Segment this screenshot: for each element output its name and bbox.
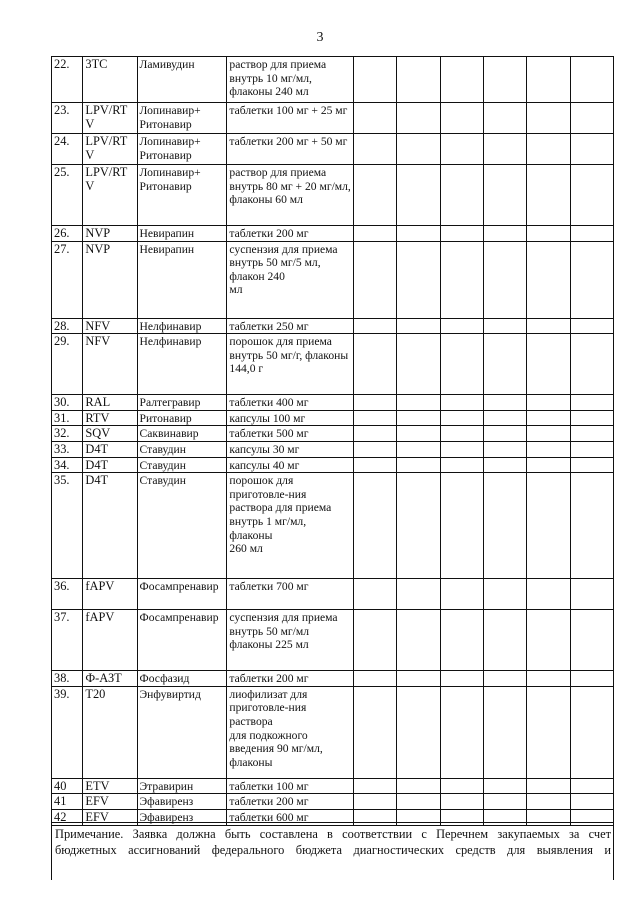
empty-cell <box>440 671 483 687</box>
row-number: 40 <box>52 778 83 794</box>
drug-code: ETV <box>83 778 137 794</box>
drug-code: Ф-АЗТ <box>83 671 137 687</box>
drug-code: SQV <box>83 426 137 442</box>
drug-name: Эфавиренз <box>137 809 227 825</box>
table-row <box>52 686 614 778</box>
empty-cell <box>527 395 570 411</box>
empty-cell <box>484 103 527 134</box>
empty-cell <box>484 671 527 687</box>
empty-cell <box>397 395 440 411</box>
note-line-2: бюджетных ассигнований федерального бюджета диагностических средств для выявления и <box>55 842 611 857</box>
drug-form: лиофилизат для приготовле-ния раствора для подкожного введения 90 мг/мл, флаконы <box>227 686 354 778</box>
empty-cell <box>570 794 613 810</box>
empty-cell <box>440 686 483 778</box>
row-number: 33. <box>52 441 83 457</box>
empty-cell <box>570 395 613 411</box>
empty-cell <box>354 103 397 134</box>
empty-cell <box>570 410 613 426</box>
drug-form: таблетки 100 мг + 25 мг <box>227 103 354 134</box>
table-row <box>52 57 614 103</box>
drug-name: Фосфазид <box>137 671 227 687</box>
empty-cell <box>527 334 570 395</box>
empty-cell <box>354 441 397 457</box>
drug-form: раствор для приема внутрь 10 мг/мл, флаконы 240 мл <box>227 57 354 103</box>
empty-cell <box>440 318 483 334</box>
table-row <box>52 395 614 411</box>
empty-cell <box>397 426 440 442</box>
empty-cell <box>397 318 440 334</box>
table-row <box>52 473 614 579</box>
empty-cell <box>484 395 527 411</box>
drug-form: порошок для приема внутрь 50 мг/г, флаконы 144,0 г <box>227 334 354 395</box>
empty-cell <box>484 410 527 426</box>
row-number: 29. <box>52 334 83 395</box>
empty-cell <box>440 395 483 411</box>
empty-cell <box>570 686 613 778</box>
drug-name: Нелфинавир <box>137 334 227 395</box>
empty-cell <box>484 579 527 610</box>
table-row <box>52 241 614 318</box>
empty-cell <box>527 473 570 579</box>
empty-cell <box>570 610 613 671</box>
empty-cell <box>397 334 440 395</box>
empty-cell <box>354 165 397 226</box>
empty-cell <box>440 473 483 579</box>
drug-code: fAPV <box>83 610 137 671</box>
drug-form: таблетки 700 мг <box>227 579 354 610</box>
drug-name: Ламивудин <box>137 57 227 103</box>
empty-cell <box>484 441 527 457</box>
table-row <box>52 441 614 457</box>
drug-table-body <box>52 57 614 826</box>
drug-form: таблетки 500 мг <box>227 426 354 442</box>
empty-cell <box>570 473 613 579</box>
empty-cell <box>440 441 483 457</box>
empty-cell <box>527 57 570 103</box>
row-number: 36. <box>52 579 83 610</box>
empty-cell <box>527 103 570 134</box>
drug-name: Невирапин <box>137 241 227 318</box>
drug-form: раствор для приема внутрь 80 мг + 20 мг/мл, флаконы 60 мл <box>227 165 354 226</box>
drug-code: RTV <box>83 410 137 426</box>
drug-form: таблетки 400 мг <box>227 395 354 411</box>
drug-code: D4T <box>83 473 137 579</box>
drug-name: Ставудин <box>137 457 227 473</box>
empty-cell <box>527 318 570 334</box>
page-number: 3 <box>316 30 324 45</box>
row-number: 39. <box>52 686 83 778</box>
drug-code: LPV/RTV <box>83 165 137 226</box>
drug-name: Ставудин <box>137 441 227 457</box>
empty-cell <box>484 241 527 318</box>
empty-cell <box>354 318 397 334</box>
drug-form: таблетки 600 мг <box>227 809 354 825</box>
empty-cell <box>440 241 483 318</box>
empty-cell <box>397 57 440 103</box>
drug-code: NFV <box>83 334 137 395</box>
empty-cell <box>397 610 440 671</box>
empty-cell <box>354 610 397 671</box>
empty-cell <box>397 410 440 426</box>
empty-cell <box>440 134 483 165</box>
table-row <box>52 318 614 334</box>
drug-code: NVP <box>83 241 137 318</box>
empty-cell <box>484 134 527 165</box>
empty-cell <box>440 410 483 426</box>
drug-form: капсулы 40 мг <box>227 457 354 473</box>
empty-cell <box>354 794 397 810</box>
drug-form: суспензия для приема внутрь 50 мг/мл флаконы 225 мл <box>227 610 354 671</box>
drug-name: Энфувиртид <box>137 686 227 778</box>
empty-cell <box>527 134 570 165</box>
empty-cell <box>354 473 397 579</box>
drug-form: суспензия для приема внутрь 50 мг/5 мл, флакон 240 мл <box>227 241 354 318</box>
empty-cell <box>397 103 440 134</box>
drug-form: таблетки 200 мг <box>227 226 354 242</box>
empty-cell <box>527 579 570 610</box>
empty-cell <box>570 318 613 334</box>
table-row <box>52 103 614 134</box>
drug-code: NFV <box>83 318 137 334</box>
table-row <box>52 671 614 687</box>
drug-name: Саквинавир <box>137 426 227 442</box>
empty-cell <box>484 318 527 334</box>
drug-form: порошок для приготовле-ния раствора для приема внутрь 1 мг/мл, флаконы 260 мл <box>227 473 354 579</box>
empty-cell <box>354 671 397 687</box>
empty-cell <box>484 610 527 671</box>
empty-cell <box>570 57 613 103</box>
empty-cell <box>354 686 397 778</box>
empty-cell <box>397 794 440 810</box>
drug-form: таблетки 200 мг <box>227 671 354 687</box>
empty-cell <box>440 103 483 134</box>
drug-form: таблетки 200 мг <box>227 794 354 810</box>
empty-cell <box>354 241 397 318</box>
empty-cell <box>440 57 483 103</box>
row-number: 30. <box>52 395 83 411</box>
empty-cell <box>527 426 570 442</box>
empty-cell <box>570 441 613 457</box>
empty-cell <box>484 473 527 579</box>
empty-cell <box>570 426 613 442</box>
row-number: 35. <box>52 473 83 579</box>
table-row <box>52 410 614 426</box>
empty-cell <box>440 226 483 242</box>
row-number: 23. <box>52 103 83 134</box>
empty-cell <box>354 457 397 473</box>
table-row <box>52 794 614 810</box>
empty-cell <box>484 426 527 442</box>
empty-cell <box>397 473 440 579</box>
table-row <box>52 226 614 242</box>
empty-cell <box>484 457 527 473</box>
row-number: 31. <box>52 410 83 426</box>
empty-cell <box>397 579 440 610</box>
table-row <box>52 134 614 165</box>
empty-cell <box>354 334 397 395</box>
row-number: 27. <box>52 241 83 318</box>
drug-name: Ралтегравир <box>137 395 227 411</box>
empty-cell <box>440 334 483 395</box>
drug-name: Фосампренавир <box>137 610 227 671</box>
drug-form: капсулы 30 мг <box>227 441 354 457</box>
empty-cell <box>397 241 440 318</box>
empty-cell <box>440 610 483 671</box>
empty-cell <box>354 426 397 442</box>
note-block <box>51 822 614 880</box>
drug-name: Этравирин <box>137 778 227 794</box>
empty-cell <box>484 165 527 226</box>
empty-cell <box>527 610 570 671</box>
empty-cell <box>397 226 440 242</box>
drug-form: таблетки 100 мг <box>227 778 354 794</box>
drug-code: LPV/RTV <box>83 134 137 165</box>
drug-code: RAL <box>83 395 137 411</box>
drug-code: NVP <box>83 226 137 242</box>
empty-cell <box>354 226 397 242</box>
empty-cell <box>440 426 483 442</box>
empty-cell <box>570 457 613 473</box>
empty-cell <box>440 579 483 610</box>
drug-code: EFV <box>83 794 137 810</box>
empty-cell <box>570 579 613 610</box>
empty-cell <box>440 165 483 226</box>
empty-cell <box>397 457 440 473</box>
table-row <box>52 457 614 473</box>
drug-name: Невирапин <box>137 226 227 242</box>
drug-name: Ритонавир <box>137 410 227 426</box>
drug-name: Нелфинавир <box>137 318 227 334</box>
row-number: 26. <box>52 226 83 242</box>
empty-cell <box>484 686 527 778</box>
empty-cell <box>484 794 527 810</box>
empty-cell <box>484 334 527 395</box>
row-number: 28. <box>52 318 83 334</box>
empty-cell <box>527 226 570 242</box>
row-number: 42 <box>52 809 83 825</box>
empty-cell <box>354 395 397 411</box>
empty-cell <box>527 241 570 318</box>
drug-form: таблетки 250 мг <box>227 318 354 334</box>
drug-code: EFV <box>83 809 137 825</box>
drug-code: fAPV <box>83 579 137 610</box>
empty-cell <box>527 794 570 810</box>
row-number: 22. <box>52 57 83 103</box>
drug-table <box>51 56 614 826</box>
empty-cell <box>527 778 570 794</box>
empty-cell <box>527 671 570 687</box>
row-number: 34. <box>52 457 83 473</box>
row-number: 24. <box>52 134 83 165</box>
row-number: 25. <box>52 165 83 226</box>
empty-cell <box>440 457 483 473</box>
empty-cell <box>570 165 613 226</box>
drug-code: LPV/RTV <box>83 103 137 134</box>
row-number: 41 <box>52 794 83 810</box>
table-row <box>52 334 614 395</box>
empty-cell <box>354 57 397 103</box>
row-number: 32. <box>52 426 83 442</box>
drug-code: Т20 <box>83 686 137 778</box>
empty-cell <box>527 410 570 426</box>
empty-cell <box>570 134 613 165</box>
note-line-1: Примечание. Заявка должна быть составлена в соответствии с Перечнем закупаемых за счет <box>55 827 611 841</box>
empty-cell <box>484 57 527 103</box>
empty-cell <box>570 334 613 395</box>
drug-form: капсулы 100 мг <box>227 410 354 426</box>
table-row <box>52 426 614 442</box>
table-row <box>52 778 614 794</box>
row-number: 37. <box>52 610 83 671</box>
empty-cell <box>354 410 397 426</box>
row-number: 38. <box>52 671 83 687</box>
empty-cell <box>570 241 613 318</box>
empty-cell <box>484 226 527 242</box>
drug-name: Фосампренавир <box>137 579 227 610</box>
empty-cell <box>527 686 570 778</box>
empty-cell <box>354 778 397 794</box>
empty-cell <box>397 165 440 226</box>
empty-cell <box>397 671 440 687</box>
table-row <box>52 165 614 226</box>
empty-cell <box>440 794 483 810</box>
empty-cell <box>527 165 570 226</box>
table-row <box>52 610 614 671</box>
empty-cell <box>570 226 613 242</box>
drug-form: таблетки 200 мг + 50 мг <box>227 134 354 165</box>
empty-cell <box>354 134 397 165</box>
drug-name: Лопинавир+ Ритонавир <box>137 103 227 134</box>
empty-cell <box>527 441 570 457</box>
drug-code: D4T <box>83 441 137 457</box>
table-row <box>52 579 614 610</box>
empty-cell <box>397 778 440 794</box>
empty-cell <box>527 457 570 473</box>
empty-cell <box>570 103 613 134</box>
drug-code: 3TC <box>83 57 137 103</box>
empty-cell <box>397 441 440 457</box>
drug-code: D4T <box>83 457 137 473</box>
empty-cell <box>354 579 397 610</box>
empty-cell <box>570 671 613 687</box>
drug-name: Лопинавир+ Ритонавир <box>137 165 227 226</box>
empty-cell <box>484 778 527 794</box>
drug-name: Эфавиренз <box>137 794 227 810</box>
empty-cell <box>440 778 483 794</box>
empty-cell <box>397 134 440 165</box>
empty-cell <box>397 686 440 778</box>
drug-name: Лопинавир+ Ритонавир <box>137 134 227 165</box>
empty-cell <box>570 778 613 794</box>
drug-name: Ставудин <box>137 473 227 579</box>
